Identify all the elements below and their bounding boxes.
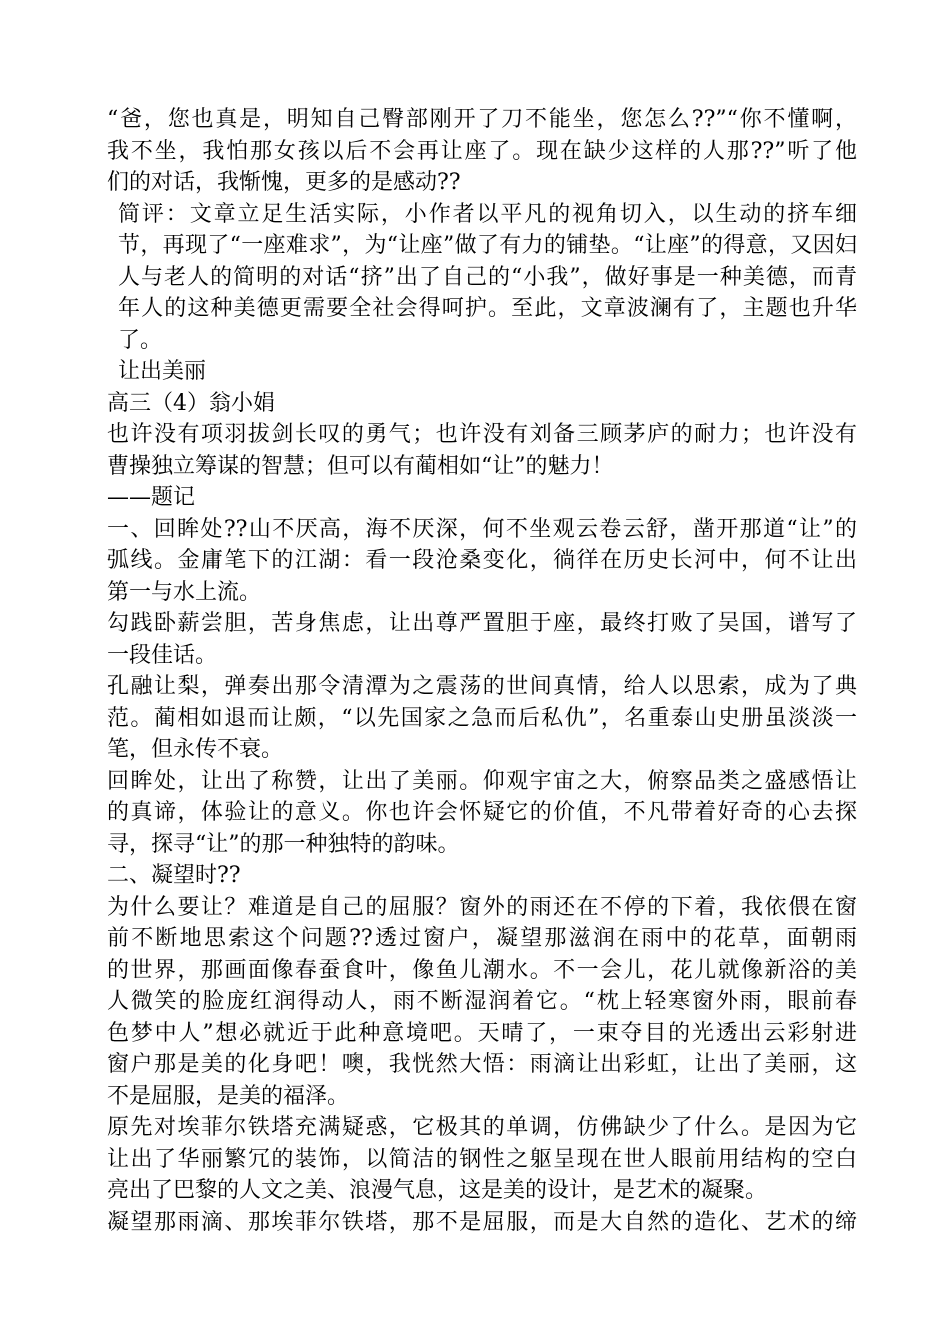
text-line: 为什么要让？难道是自己的屈服？窗外的雨还在不停的下着，我依偎在窗: [107, 894, 857, 920]
text-line: 的真谛，体验让的意义。你也许会怀疑它的价值，不凡带着好奇的心去探: [107, 800, 857, 825]
text-line: 笔，但永传不衰。: [107, 737, 284, 762]
text-line: ——题记: [107, 485, 196, 510]
text-line: 亮出了巴黎的人文之美、浪漫气息，这是美的设计，是艺术的凝聚。: [107, 1178, 768, 1203]
text-line: 我不坐，我怕那女孩以后不会再让座了。现在缺少这样的人那??”听了他: [107, 138, 857, 164]
essay-title: [107, 356, 857, 388]
text-line: 曹操独立筹谋的智慧；但可以有蔺相如“让”的魅力！: [107, 453, 614, 479]
text-line: 寻，探寻“让”的那一种独特的韵味。: [107, 831, 460, 857]
paragraph-kongrong: [107, 671, 857, 766]
essay-author: [107, 388, 857, 420]
text-line: 让出了华丽繁冗的装饰，以简洁的钢性之躯呈现在世人眼前用结构的空白: [107, 1146, 857, 1172]
text-line: 第一与水上流。: [107, 579, 262, 605]
paragraph-rain: [107, 892, 857, 1113]
text-line: 孔融让梨，弹奏出那令清潭为之震荡的世间真情，给人以思索，成为了典: [107, 674, 857, 699]
text-line: 二、凝望时??: [107, 863, 241, 888]
text-line: 了。: [118, 327, 163, 353]
text-line: 窗户那是美的化身吧！噢，我恍然大悟：雨滴让出彩虹，让出了美丽，这: [107, 1052, 857, 1077]
text-line: 们的对话，我惭愧，更多的是感动??: [107, 170, 461, 195]
text-line: 勾践卧薪尝胆，苦身焦虑，让出尊严置胆于座，最终打败了吴国，谱写了: [107, 611, 857, 636]
paragraph-goujian: [107, 608, 857, 671]
text-line: 范。蔺相如退而让颇，“以先国家之急而后私仇”，名重泰山史册虽淡淡一: [107, 705, 857, 731]
text-line: 让出美丽: [118, 359, 207, 384]
paragraph-closing: [107, 1207, 857, 1239]
text-line: 原先对埃菲尔铁塔充满疑惑，它极其的单调，仿佛缺少了什么。是因为它: [107, 1115, 857, 1140]
paragraph-eiffel: [107, 1112, 857, 1207]
paragraph-review: [107, 199, 857, 357]
text-line: 一、回眸处??山不厌高，海不厌深，何不坐观云卷云舒，凿开那道“让”的: [107, 516, 857, 542]
text-line: 前不断地思索这个问题??透过窗户，凝望那滋润在雨中的花草，面朝雨: [107, 926, 857, 951]
text-line: 人与老人的简明的对话“挤”出了自己的“小我”，做好事是一种美德，而青: [118, 264, 857, 290]
section-two-heading: [107, 860, 857, 892]
text-line: 凝望那雨滴、那埃菲尔铁塔，那不是屈服，而是大自然的造化、艺术的缔: [107, 1209, 857, 1235]
text-line: “爸，您也真是，明知自己臀部刚开了刀不能坐，您怎么??”“你不懂啊，: [107, 107, 857, 132]
text-line: 不是屈服，是美的福泽。: [107, 1083, 350, 1109]
epigraph-label: [107, 482, 857, 514]
text-line: 色梦中人”想必就近于此种意境吧。天晴了，一束夺目的光透出云彩射进: [107, 1020, 857, 1046]
text-line: 也许没有项羽拔剑长叹的勇气；也许没有刘备三顾茅庐的耐力；也许没有: [107, 422, 857, 447]
text-line: 高三（4）翁小娟: [107, 390, 275, 416]
text-line: 人微笑的脸庞红润得动人，雨不断湿润着它。“枕上轻寒窗外雨，眼前春: [107, 989, 857, 1014]
document-page: [107, 104, 857, 1238]
paragraph-dialogue: [107, 104, 857, 199]
text-line: 一段佳话。: [107, 642, 218, 668]
text-line: 回眸处，让出了称赞，让出了美丽。仰观宇宙之大，俯察品类之盛感悟让: [107, 768, 857, 794]
text-line: 节，再现了“一座难求”，为“让座”做了有力的铺垫。“让座”的得意，又因妇: [118, 233, 857, 258]
paragraph-section-one: [107, 514, 857, 609]
text-line: 弧线。金庸笔下的江湖：看一段沧桑变化，徜徉在历史长河中，何不让出: [107, 548, 857, 573]
paragraph-look-back: [107, 766, 857, 861]
text-line: 简评：文章立足生活实际，小作者以平凡的视角切入，以生动的挤车细: [118, 201, 857, 227]
text-line: 年人的这种美德更需要全社会得呵护。至此，文章波澜有了，主题也升华: [118, 296, 857, 321]
paragraph-epigraph: [107, 419, 857, 482]
text-line: 的世界，那画面像春蚕食叶，像鱼儿潮水。不一会儿，花儿就像新浴的美: [107, 957, 857, 983]
